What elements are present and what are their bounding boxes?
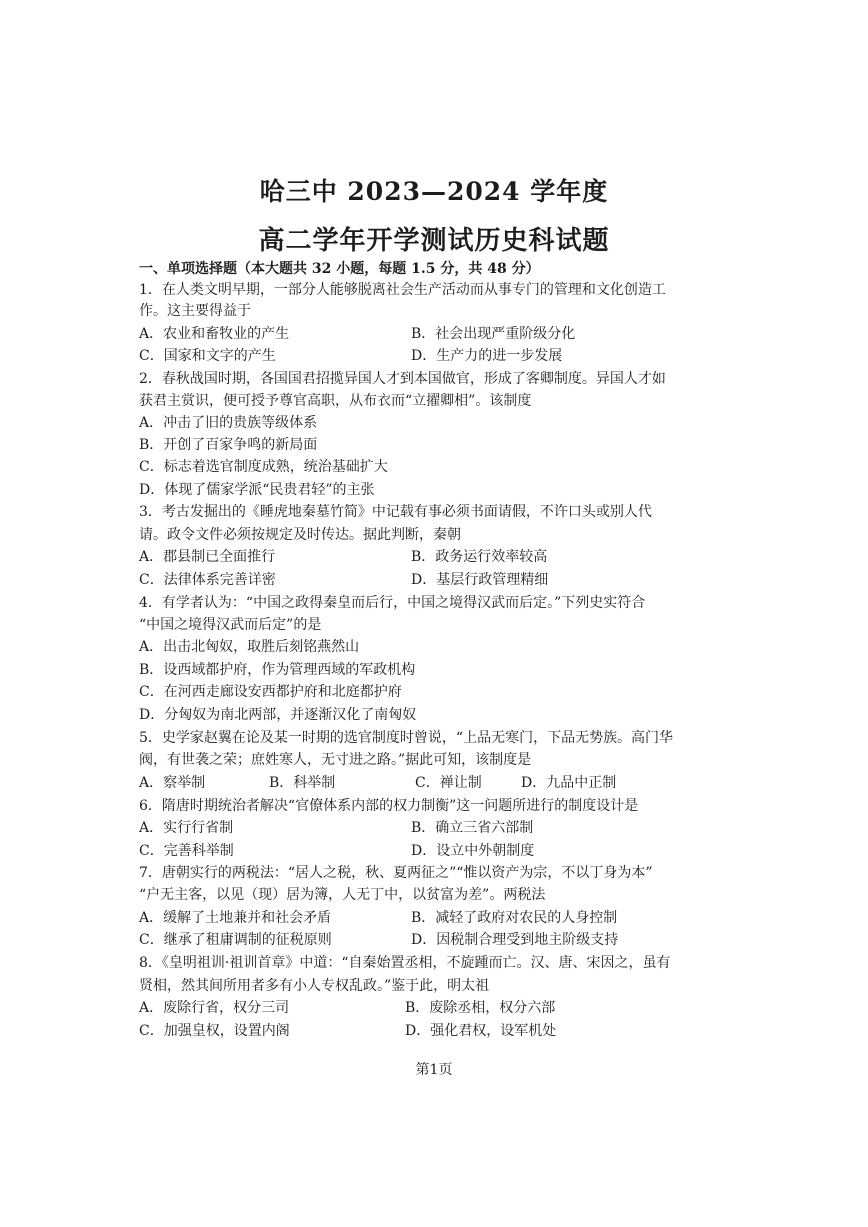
q5-option-c: C．禅让制 xyxy=(415,775,482,791)
q8-option-c: C．加强皇权，设置内阁 xyxy=(139,1023,290,1039)
q7-option-c: C．继承了租庸调制的征税原则 xyxy=(139,932,332,948)
q6-option-d: D．设立中外朝制度 xyxy=(411,843,535,859)
q5-option-b: B．科举制 xyxy=(269,775,336,791)
q4-option-d: D．分匈奴为南北两部，并逐渐汉化了南匈奴 xyxy=(139,707,417,723)
q6-option-b: B．确立三省六部制 xyxy=(411,820,534,836)
q8-option-a: A．废除行省，权分三司 xyxy=(139,1000,290,1016)
q6-stem-line1: 6．隋唐时期统治者解决“官僚体系内部的权力制衡”这一问题所进行的制度设计是 xyxy=(139,798,639,814)
q1-stem-line1: 1．在人类文明早期，一部分人能够脱离社会生产活动而从事专门的管理和文化创造工 xyxy=(139,282,666,298)
q4-option-a: A．出击北匈奴，取胜后刻铭燕然山 xyxy=(139,639,360,655)
q5-stem-line1: 5．史学家赵翼在论及某一时期的选官制度时曾说，“上品无寒门，下品无势族。高门华 xyxy=(139,730,674,746)
q2-option-b: B．开创了百家争鸣的新局面 xyxy=(139,437,318,453)
q1-option-d: D．生产力的进一步发展 xyxy=(411,348,563,364)
page-number: 第1页 xyxy=(415,1062,453,1078)
q2-option-a: A．冲击了旧的贵族等级体系 xyxy=(139,415,318,431)
q2-stem-line1: 2．春秋战国时期，各国国君招揽异国人才到本国做官，形成了客卿制度。异国人才如 xyxy=(139,371,666,387)
q6-option-c: C．完善科举制 xyxy=(139,843,234,859)
q3-option-d: D．基层行政管理精细 xyxy=(411,572,549,588)
q6-option-a: A．实行行省制 xyxy=(139,820,234,836)
q7-option-b: B．减轻了政府对农民的人身控制 xyxy=(411,910,618,926)
q1-option-c: C．国家和文字的产生 xyxy=(139,348,276,364)
q2-option-d: D．体现了儒家学派“民贵君轻”的主张 xyxy=(139,482,375,498)
q8-option-d: D．强化君权，设军机处 xyxy=(405,1023,557,1039)
q8-option-b: B．废除丞相，权分六部 xyxy=(405,1000,556,1016)
q5-option-d: D．九品中正制 xyxy=(521,775,617,791)
exam-subtitle: 高二学年开学测试历史科试题 xyxy=(258,226,610,256)
q7-option-d: D．因税制合理受到地主阶级支持 xyxy=(411,932,619,948)
q2-stem-line2: 获君主赏识，便可授予尊官高职，从布衣而“立擢卿相”。该制度 xyxy=(139,393,532,409)
q4-stem-line2: “中国之境得汉武而后定”的是 xyxy=(139,617,322,633)
q1-option-a: A．农业和畜牧业的产生 xyxy=(139,326,290,342)
q8-stem-line1: 8．《皇明祖训·祖训首章》中道：“自秦始置丞相，不旋踵而亡。汉、唐、宋因之，虽有 xyxy=(139,955,671,971)
q4-stem-line1: 4．有学者认为：“中国之政得秦皇而后行，中国之境得汉武而后定。”下列史实符合 xyxy=(139,595,646,611)
q4-option-b: B．设西域都护府，作为管理西域的军政机构 xyxy=(139,662,416,678)
q4-option-c: C．在河西走廊设安西都护府和北庭都护府 xyxy=(139,684,402,700)
q5-stem-line2: 阀，有世袭之荣；庶姓寒人，无寸进之路。”据此可知，该制度是 xyxy=(139,752,532,768)
q3-option-c: C．法律体系完善详密 xyxy=(139,572,276,588)
exam-title: 哈三中 2023—2024 学年度 xyxy=(259,177,609,206)
q7-stem-line1: 7．唐朝实行的两税法：“居人之税，秋、夏两征之”“惟以资产为宗，不以丁身为本” xyxy=(139,865,653,881)
q2-option-c: C．标志着选官制度成熟，统治基础扩大 xyxy=(139,459,388,475)
q5-option-a: A．察举制 xyxy=(139,775,206,791)
q1-stem-line2: 作。这主要得益于 xyxy=(139,303,251,319)
section-heading: 一、单项选择题（本大题共 32 小题，每题 1.5 分，共 48 分） xyxy=(139,261,540,277)
q3-option-a: A．郡县制已全面推行 xyxy=(139,549,276,565)
q7-option-a: A．缓解了土地兼并和社会矛盾 xyxy=(139,910,332,926)
q8-stem-line2: 贤相，然其间所用者多有小人专权乱政。”鉴于此，明太祖 xyxy=(139,978,490,994)
q1-option-b: B．社会出现严重阶级分化 xyxy=(411,326,576,342)
q7-stem-line2: “户无主客，以见（现）居为簿，人无丁中，以贫富为差”。两税法 xyxy=(139,887,546,903)
q3-option-b: B．政务运行效率较高 xyxy=(411,549,548,565)
q3-stem-line2: 请。政令文件必须按规定及时传达。据此判断，秦朝 xyxy=(139,527,461,543)
q3-stem-line1: 3．考古发掘出的《睡虎地秦墓竹简》中记载有事必须书面请假，不许口头或别人代 xyxy=(139,504,652,520)
